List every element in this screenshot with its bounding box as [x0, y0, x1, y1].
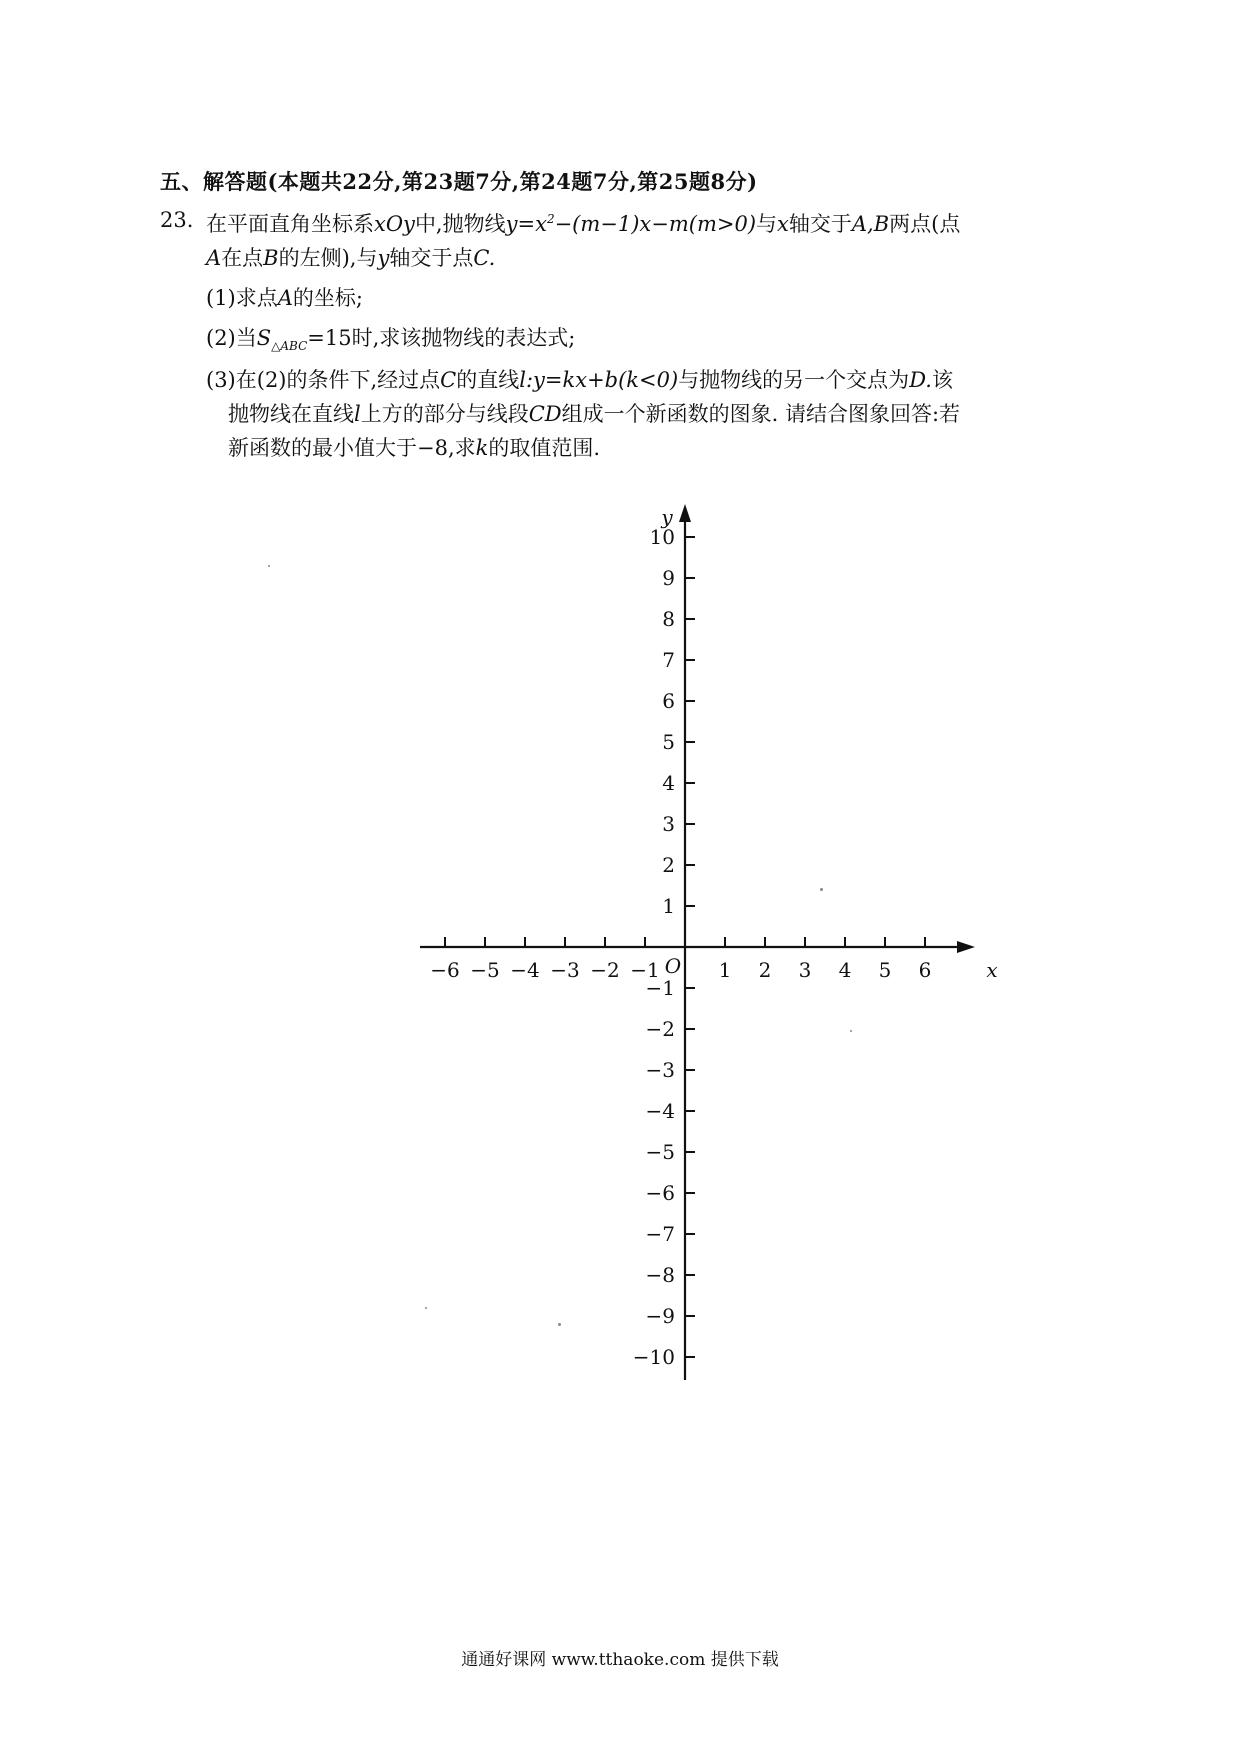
page-footer: [0, 1645, 1240, 1670]
scan-speck: [558, 1323, 561, 1326]
question-part-2: (2)当$S_{\triangle ABC}=15$时,求该抛物线的表达式;: [206, 326, 576, 354]
point-b: B: [263, 246, 279, 270]
scan-speck: [850, 1030, 852, 1032]
variable-y: y: [377, 246, 390, 270]
y-tick-label: 10: [649, 525, 675, 549]
question-part-3-line-3: 新函数的最小值大于−8,求k的取值范围.: [228, 436, 601, 460]
stem-text: 中,抛物线: [414, 212, 506, 236]
line-equation: l:y=kx+b(k<0): [519, 368, 679, 392]
coordinate-system-name: xOy: [374, 212, 415, 236]
x-tick-label: −5: [470, 958, 500, 982]
y-tick-label: −7: [645, 1222, 675, 1246]
footer-brand: 通通好课网: [461, 1650, 547, 1670]
y-tick-label: 7: [662, 648, 675, 672]
coordinate-plane: [380, 500, 1000, 1430]
footer-suffix: 提供下载: [710, 1650, 779, 1670]
y-tick-label: −10: [632, 1345, 675, 1369]
point-a: A: [206, 246, 222, 270]
y-axis-label: y: [661, 505, 673, 529]
stem-text: 轴交于点: [389, 246, 474, 270]
y-tick-label: 4: [662, 771, 675, 795]
y-tick-label: −3: [645, 1058, 675, 1082]
question-stem-line-1: [206, 208, 960, 238]
x-tick-label: 4: [838, 958, 852, 982]
footer-site: www.tthaoke.com: [551, 1650, 706, 1670]
scan-speck: [820, 888, 823, 891]
variable-x: x: [777, 212, 789, 236]
x-tick-label: 5: [878, 958, 892, 982]
triangle-area-symbol: $S_{\triangle ABC}$: [256, 326, 308, 354]
parabola-equation: $y=x^2-(m-1)x-m(m>0)$: [505, 212, 757, 236]
stem-text: 在点: [221, 246, 264, 270]
y-tick-label: −4: [645, 1099, 675, 1123]
origin-label: O: [664, 954, 682, 978]
y-tick-label: −2: [645, 1017, 675, 1041]
y-tick-label: 9: [662, 566, 675, 590]
question-number: 23.: [160, 208, 194, 232]
x-tick-label: −1: [630, 958, 660, 982]
coordinate-axes-figure: [380, 500, 1000, 1430]
x-axis-arrow: [957, 941, 975, 953]
y-tick-label: −8: [645, 1263, 675, 1287]
y-tick-label: 3: [662, 812, 675, 836]
y-tick-label: −9: [645, 1304, 675, 1328]
x-tick-label: −2: [590, 958, 620, 982]
x-tick-label: 1: [718, 958, 732, 982]
x-tick-label: −4: [510, 958, 540, 982]
y-tick-label: 5: [662, 730, 675, 754]
question-part-3-line-1: (3)在(2)的条件下,经过点C的直线l:y=kx+b(k<0)与抛物线的另一个交点为D.该: [206, 368, 953, 392]
y-tick-label: −1: [645, 976, 675, 1000]
y-axis-arrow: [679, 504, 691, 522]
stem-text: 轴交于: [788, 212, 852, 236]
x-tick-label: 3: [798, 958, 812, 982]
x-axis-label: x: [986, 958, 998, 982]
y-tick-label: 6: [662, 689, 675, 713]
scan-speck: [425, 1307, 427, 1309]
question-stem-line-2: [206, 242, 495, 272]
y-tick-label: −6: [645, 1181, 675, 1205]
point-c: C.: [473, 246, 496, 270]
stem-text: 两点(点: [889, 212, 961, 236]
y-tick-label: 8: [662, 607, 675, 631]
x-tick-label: 2: [758, 958, 772, 982]
y-tick-label: 1: [662, 894, 675, 918]
points-a-b: A,B: [851, 212, 890, 236]
y-tick-label: 2: [662, 853, 675, 877]
scan-speck: [268, 565, 270, 567]
stem-text: 在平面直角坐标系: [206, 212, 374, 236]
question-part-1: (1)求点A的坐标;: [206, 286, 363, 310]
x-tick-label: 6: [918, 958, 932, 982]
question-part-3-line-2: 抛物线在直线l上方的部分与线段CD组成一个新函数的图象. 请结合图象回答:若: [228, 402, 961, 426]
stem-text: 与: [756, 212, 778, 236]
x-tick-label: −6: [430, 958, 460, 982]
x-tick-label: −3: [550, 958, 580, 982]
stem-text: 的左侧),与: [278, 246, 378, 270]
section-heading: 五、解答题(本题共22分,第23题7分,第24题7分,第25题8分): [160, 169, 758, 194]
y-tick-label: −5: [645, 1140, 675, 1164]
